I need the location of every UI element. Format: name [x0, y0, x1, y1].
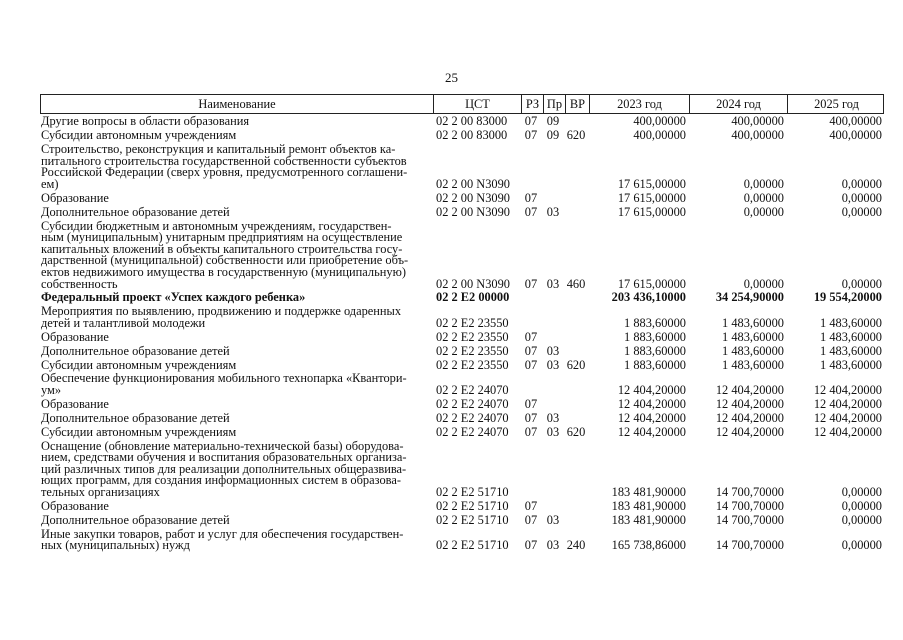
cell-2023: 17 615,00000 [617, 176, 686, 191]
cell-rz: 07 [524, 424, 538, 439]
cell-rz [520, 292, 542, 304]
cell-2023: 203 436,10000 [611, 290, 686, 305]
cell-2023: 1 883,60000 [624, 357, 686, 372]
cell-2024: 12 404,20000 [715, 424, 784, 439]
cell-rz: 07 [524, 343, 538, 358]
cell-pr [542, 292, 564, 304]
header-vr: ВР [565, 95, 589, 113]
table-body [40, 116, 884, 552]
cell-rz: 07 [524, 329, 538, 344]
cell-name-line: ектов недвижимого имущества в государственную (муниципальную) [41, 264, 406, 279]
cell-2024: 1 483,60000 [722, 329, 784, 344]
cell-name [40, 204, 432, 219]
cell-2023: 183 481,90000 [611, 498, 686, 513]
cell-vr [564, 144, 588, 190]
cell-cst: 02 2 00 N3090 [436, 276, 510, 291]
cell-rz: 07 [524, 190, 538, 205]
table-row [40, 373, 884, 396]
cell-name [40, 410, 432, 425]
cell-2025: 12 404,20000 [813, 396, 882, 411]
cell-name-line: ем) [41, 176, 59, 191]
cell-name [40, 526, 432, 553]
cell-rz [520, 373, 542, 396]
cell-2025: 0,00000 [841, 176, 882, 191]
cell-2023: 17 615,00000 [617, 276, 686, 291]
cell-rz [520, 441, 542, 499]
cell-name-line: Дополнительное образование детей [41, 512, 230, 527]
cell-vr [564, 116, 588, 128]
cell-vr [564, 413, 588, 425]
cell-2025: 400,00000 [829, 114, 882, 129]
cell-pr: 03 [546, 343, 560, 358]
cell-rz: 07 [524, 128, 538, 143]
cell-2024: 12 404,20000 [715, 410, 784, 425]
cell-rz: 07 [524, 498, 538, 513]
cell-2025: 400,00000 [829, 128, 882, 143]
cell-vr: 620 [566, 128, 586, 143]
cell-name-line: Образование [41, 190, 109, 205]
header-2024: 2024 год [689, 95, 787, 113]
cell-vr: 620 [566, 424, 586, 439]
cell-vr [564, 332, 588, 344]
cell-name [40, 306, 432, 329]
cell-2024: 14 700,70000 [715, 538, 784, 553]
cell-2024: 14 700,70000 [715, 484, 784, 499]
table-row [40, 116, 884, 128]
cell-rz [520, 306, 542, 329]
cell-name-line: Федеральный проект «Успех каждого ребенка» [41, 290, 306, 305]
cell-cst: 02 2 00 N3090 [436, 190, 510, 205]
table-row [40, 498, 884, 513]
cell-cst: 02 2 E2 23550 [436, 329, 509, 344]
cell-2024: 1 483,60000 [722, 357, 784, 372]
cell-rz: 07 [524, 538, 538, 553]
cell-pr [542, 501, 564, 513]
cell-name [40, 144, 432, 190]
cell-2023: 12 404,20000 [617, 424, 686, 439]
cell-name [40, 218, 432, 291]
budget-table [40, 94, 884, 552]
cell-cst: 02 2 E2 23550 [436, 343, 509, 358]
cell-2025: 1 483,60000 [820, 315, 882, 330]
cell-name-line: Строительство, реконструкция и капитальный ремонт объектов ка- [41, 142, 396, 157]
cell-2023: 12 404,20000 [617, 383, 686, 398]
cell-name [40, 116, 432, 128]
cell-name [40, 438, 432, 499]
cell-cst: 02 2 E2 24070 [436, 383, 509, 398]
cell-2025: 12 404,20000 [813, 383, 882, 398]
cell-name-line: питального строительства государственной собственности субъектов [41, 153, 407, 168]
cell-2025: 1 483,60000 [820, 343, 882, 358]
cell-pr: 09 [546, 128, 560, 143]
cell-rz: 07 [524, 410, 538, 425]
cell-vr [564, 373, 588, 396]
cell-rz [520, 144, 542, 190]
cell-name-line: Субсидии автономным учреждениям [41, 424, 237, 439]
table-row [40, 190, 884, 205]
cell-2024: 0,00000 [743, 176, 784, 191]
cell-2023: 183 481,90000 [611, 512, 686, 527]
cell-vr [564, 441, 588, 499]
cell-2025: 0,00000 [841, 190, 882, 205]
table-row [40, 526, 884, 553]
cell-cst: 02 2 E2 24070 [436, 424, 509, 439]
cell-rz: 07 [524, 204, 538, 219]
cell-2024: 1 483,60000 [722, 343, 784, 358]
cell-cst: 02 2 E2 24070 [436, 396, 509, 411]
cell-name-line: собственность [41, 276, 118, 291]
cell-cst: 02 2 E2 51710 [436, 512, 509, 527]
cell-name-line: Образование [41, 396, 109, 411]
cell-pr: 03 [546, 410, 560, 425]
cell-cst: 02 2 E2 23550 [436, 315, 509, 330]
cell-pr: 03 [546, 357, 560, 372]
cell-cst: 02 2 E2 24070 [436, 410, 509, 425]
header-2025: 2025 год [787, 95, 885, 113]
cell-vr [564, 193, 588, 205]
cell-name-line: капитальных вложений в объекты капитального строительства госу- [41, 241, 403, 256]
cell-pr: 03 [546, 512, 560, 527]
cell-name [40, 498, 432, 513]
cell-name-line: Дополнительное образование детей [41, 204, 230, 219]
cell-rz: 07 [524, 114, 538, 129]
cell-2025: 0,00000 [841, 512, 882, 527]
cell-name-line: Субсидии автономным учреждениям [41, 357, 237, 372]
cell-2025: 0,00000 [841, 538, 882, 553]
cell-name-line: Дополнительное образование детей [41, 410, 230, 425]
cell-vr [564, 292, 588, 304]
cell-pr [542, 441, 564, 499]
table-row [40, 130, 884, 142]
page-number: 25 [445, 70, 458, 85]
cell-cst: 02 2 E2 51710 [436, 538, 509, 553]
cell-pr: 03 [546, 204, 560, 219]
cell-2023: 12 404,20000 [617, 410, 686, 425]
cell-2023: 183 481,90000 [611, 484, 686, 499]
cell-name-line: детей и талантливой молодежи [41, 315, 206, 330]
cell-vr: 620 [566, 357, 586, 372]
cell-name-line: Другие вопросы в области образования [41, 114, 250, 129]
cell-2025: 0,00000 [841, 498, 882, 513]
cell-rz: 07 [524, 357, 538, 372]
cell-name [40, 512, 432, 527]
header-name: Наименование [198, 97, 276, 111]
cell-cst: 02 2 E2 51710 [436, 498, 509, 513]
cell-2023: 400,00000 [633, 128, 686, 143]
cell-2023: 400,00000 [633, 114, 686, 129]
cell-cst: 02 2 00 83000 [436, 128, 508, 143]
table-header [40, 94, 884, 114]
cell-pr [542, 193, 564, 205]
cell-2024: 0,00000 [743, 204, 784, 219]
header-pr: Пр [543, 95, 565, 113]
cell-pr: 03 [546, 276, 560, 291]
cell-cst: 02 2 00 N3090 [436, 176, 510, 191]
cell-cst: 02 2 E2 00000 [436, 290, 510, 305]
header-cst: ЦСТ [433, 95, 521, 113]
cell-rz: 07 [524, 276, 538, 291]
cell-name [40, 292, 432, 304]
table-row [40, 343, 884, 358]
cell-name [40, 373, 432, 396]
cell-2025: 12 404,20000 [813, 410, 882, 425]
cell-name-line: ющих программ, для создания информационных систем в образова- [41, 473, 401, 488]
cell-name [40, 130, 432, 142]
table-row [40, 410, 884, 425]
cell-cst: 02 2 00 83000 [436, 114, 508, 129]
cell-2025: 1 483,60000 [820, 329, 882, 344]
cell-name-line: ных (муниципальных) нужд [41, 538, 190, 553]
cell-pr: 03 [546, 538, 560, 553]
header-2023: 2023 год [589, 95, 689, 113]
cell-vr: 460 [566, 276, 586, 291]
cell-name-line: нием, средствами обучения и воспитания образовательных организа- [41, 450, 407, 465]
cell-vr [564, 399, 588, 411]
cell-2025: 1 483,60000 [820, 357, 882, 372]
cell-rz: 07 [524, 512, 538, 527]
cell-name-line: дарственной (муниципальной) собственности или приобретение объ- [41, 253, 409, 268]
cell-name-line: Образование [41, 498, 109, 513]
cell-pr [542, 373, 564, 396]
cell-cst: 02 2 E2 23550 [436, 357, 509, 372]
table-row [40, 512, 884, 527]
cell-2023: 165 738,86000 [611, 538, 686, 553]
cell-name-line: ум» [41, 383, 62, 398]
cell-name-line: Дополнительное образование детей [41, 343, 230, 358]
cell-name [40, 343, 432, 358]
cell-pr: 09 [546, 114, 560, 129]
cell-name [40, 190, 432, 205]
cell-pr [542, 306, 564, 329]
cell-cst: 02 2 00 N3090 [436, 204, 510, 219]
table-row [40, 396, 884, 411]
cell-name-line: Оснащение (обновление материально-технической базы) оборудова- [41, 438, 404, 453]
cell-name-line: Субсидии бюджетным и автономным учреждениям, государствен- [41, 218, 392, 233]
table-row [40, 292, 884, 304]
cell-2024: 12 404,20000 [715, 396, 784, 411]
cell-name-line: Субсидии автономным учреждениям [41, 128, 237, 143]
cell-2025: 19 554,20000 [813, 290, 882, 305]
cell-vr [564, 515, 588, 527]
cell-vr [564, 306, 588, 329]
cell-2024: 0,00000 [743, 276, 784, 291]
cell-vr: 240 [566, 538, 586, 553]
cell-name [40, 396, 432, 411]
cell-cst: 02 2 E2 51710 [436, 484, 509, 499]
cell-vr [564, 501, 588, 513]
cell-2023: 17 615,00000 [617, 204, 686, 219]
cell-rz: 07 [524, 396, 538, 411]
table-row [40, 357, 884, 372]
cell-name-line: Иные закупки товаров, работ и услуг для обеспечения государствен- [41, 526, 404, 541]
cell-2024: 0,00000 [743, 190, 784, 205]
table-row [40, 204, 884, 219]
cell-2025: 12 404,20000 [813, 424, 882, 439]
cell-2023: 1 883,60000 [624, 315, 686, 330]
cell-name [40, 424, 432, 439]
cell-name-line: ным (муниципальным) унитарным предприятиям на осуществление [41, 230, 403, 245]
cell-name [40, 357, 432, 372]
cell-2023: 17 615,00000 [617, 190, 686, 205]
cell-2024: 12 404,20000 [715, 383, 784, 398]
table-row [40, 329, 884, 344]
cell-pr [542, 144, 564, 190]
cell-vr [564, 346, 588, 358]
cell-2025: 0,00000 [841, 276, 882, 291]
table-row [40, 438, 884, 499]
cell-name-line: Российской Федерации (сверх уровня, предусмотренного соглашени- [41, 165, 408, 180]
cell-2024: 400,00000 [731, 128, 784, 143]
cell-name-line: тельных организациях [41, 484, 160, 499]
cell-name [40, 329, 432, 344]
cell-2023: 1 883,60000 [624, 329, 686, 344]
cell-2024: 400,00000 [731, 114, 784, 129]
cell-name-line: ций различных типов для реализации дополнительных общеразвива- [41, 461, 407, 476]
cell-2023: 12 404,20000 [617, 396, 686, 411]
cell-name-line: Мероприятия по выявлению, продвижению и поддержке одаренных [41, 304, 402, 319]
cell-pr [542, 332, 564, 344]
cell-2024: 1 483,60000 [722, 315, 784, 330]
cell-2024: 14 700,70000 [715, 498, 784, 513]
cell-pr [542, 399, 564, 411]
cell-name-line: Образование [41, 329, 109, 344]
cell-2024: 14 700,70000 [715, 512, 784, 527]
cell-vr [564, 207, 588, 219]
table-row [40, 306, 884, 329]
cell-2024: 34 254,90000 [715, 290, 784, 305]
cell-2025: 0,00000 [841, 484, 882, 499]
cell-2023: 1 883,60000 [624, 343, 686, 358]
table-row [40, 144, 884, 190]
cell-2025: 0,00000 [841, 204, 882, 219]
table-row [40, 424, 884, 439]
cell-name-line: Обеспечение функционирования мобильного технопарка «Квантори- [41, 371, 407, 386]
header-rz: РЗ [521, 95, 543, 113]
table-row [40, 218, 884, 291]
cell-pr: 03 [546, 424, 560, 439]
